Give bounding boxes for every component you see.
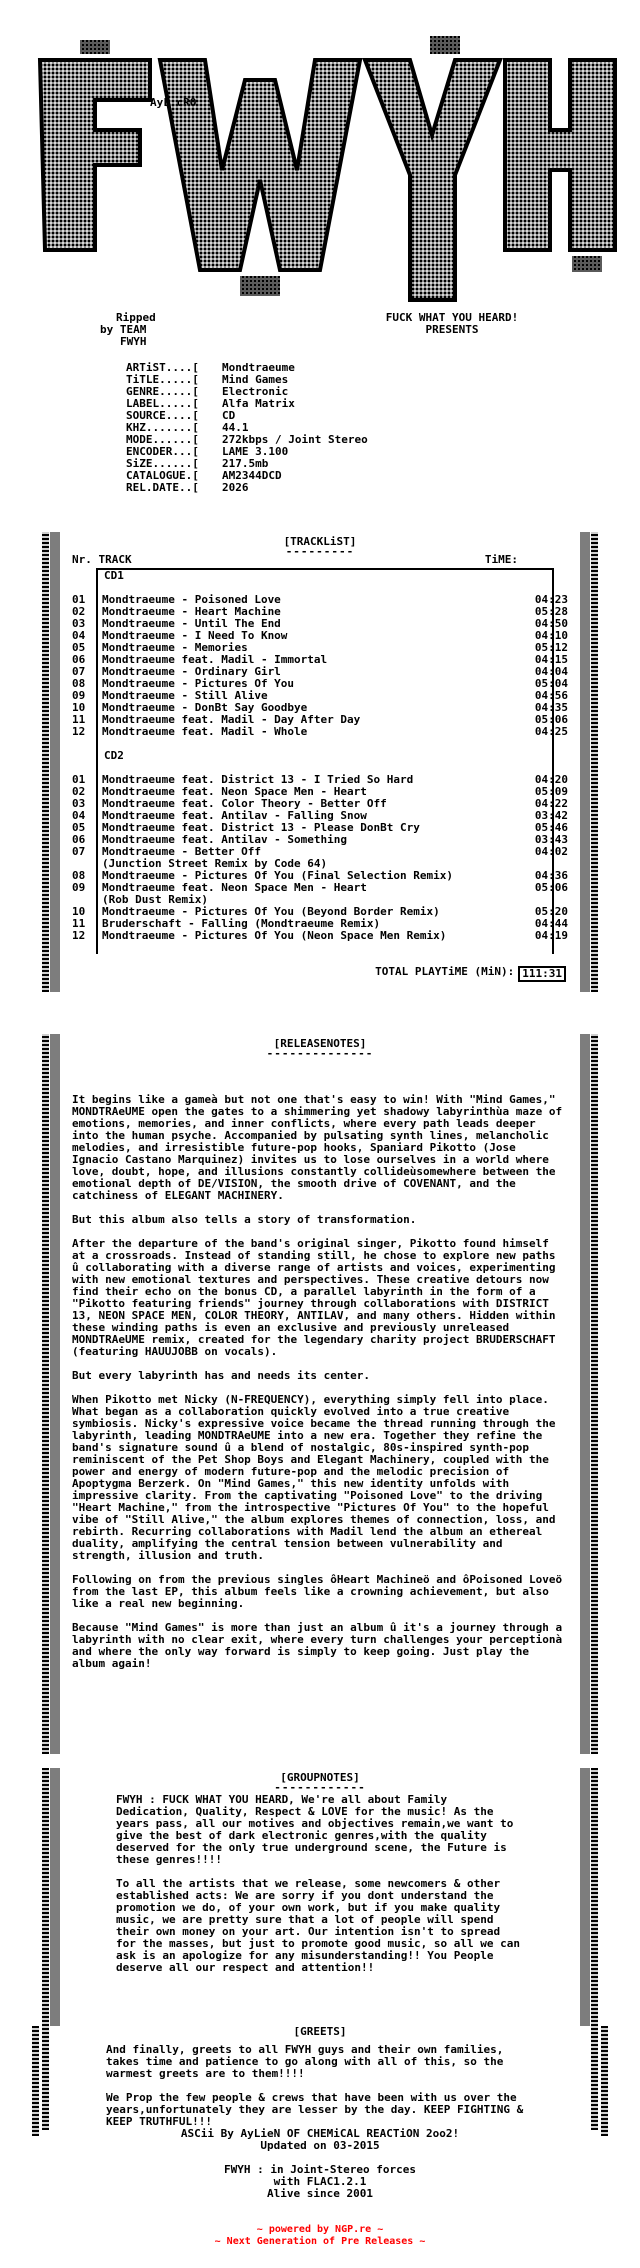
track-time: 04:36 — [534, 869, 568, 882]
track-number: 09 — [72, 881, 86, 894]
track-title: Mondtraeume - Ordinary Girl — [102, 665, 281, 678]
track-time: 04:15 — [534, 653, 568, 666]
track-time: 05:46 — [534, 821, 568, 834]
track-time: 04:44 — [534, 917, 568, 930]
track-time: 04:25 — [534, 725, 568, 738]
track-time: 03:42 — [534, 809, 568, 822]
track-time: 05:06 — [534, 713, 568, 726]
track-time: 05:09 — [534, 785, 568, 798]
track-title: (Junction Street Remix by Code 64) — [102, 857, 328, 870]
footer-line: Alive since 2001 — [267, 2187, 373, 2200]
track-number: 11 — [72, 917, 86, 930]
greets-paragraph: And finally, greets to all FWYH guys and their own families, takes time and patience to go along with all of this, so the warmest greets are to them!!!! — [106, 2043, 504, 2080]
release-notes-paragraph: Following on from the previous singles ôHeart Machineö and ôPoisoned Loveö from the last EP, this album feels like a crowning achievement, but also like a real new beginning. — [72, 1573, 563, 1610]
tracklist-column-headers — [72, 554, 568, 566]
track-title: Mondtraeume feat. District 13 - I Tried So Hard — [102, 773, 414, 786]
group-notes-underline: ------------ — [274, 1781, 366, 1794]
track-number: 09 — [72, 689, 86, 702]
track-number: 03 — [72, 797, 86, 810]
footer-line: FWYH : in Joint-Stereo forces — [223, 2163, 417, 2176]
release-notes-paragraph: Because "Mind Games" is more than just an album û it's a journey through a labyrinth with no clear exit, where every turn challenges your perceptionà and where the only way forward is simply to keep going. Just play the album again! — [72, 1621, 563, 1670]
group-notes-paragraph: To all the artists that we release, some newcomers & other established acts: We are sorry if you dont understand the promotion we do, of your own work, but if you make quality music, we are pretty sure that a lot of people will spend their own money on your art. Our intention isn't to spread for the masses, but just to promote good music, so all we can ask is an apologize for any misunderstanding!! You People deserve all our respect and attention!! — [116, 1877, 520, 1974]
track-title: Mondtraeume feat. Color Theory - Better Off — [102, 797, 387, 810]
track-time: 04:02 — [534, 845, 568, 858]
column-time: TiME: — [484, 553, 518, 566]
ngp-line: ~ Next Generation of Pre Releases ~ — [214, 2236, 426, 2247]
track-title: Mondtraeume - Pictures Of You (Beyond Border Remix) — [102, 905, 440, 918]
track-time: 05:04 — [534, 677, 568, 690]
info-key: ARTiST....[ — [126, 361, 199, 374]
info-value: 2026 — [222, 481, 249, 494]
ngp-footer — [0, 2224, 640, 2248]
track-title: Mondtraeume feat. Madil - Whole — [102, 725, 308, 738]
info-value: 272kbps / Joint Stereo — [222, 433, 368, 446]
info-value: Electronic — [222, 385, 289, 398]
release-notes-box — [50, 1034, 590, 1754]
info-value: LAME 3.100 — [222, 445, 289, 458]
track-number: 12 — [72, 725, 86, 738]
track-title: Bruderschaft - Falling (Mondtraeume Remix) — [102, 917, 381, 930]
track-title: Mondtraeume - Pictures Of You (Neon Space Men Remix) — [102, 929, 447, 942]
track-title: Mondtraeume feat. Antilav - Something — [102, 833, 348, 846]
track-time: 04:20 — [534, 773, 568, 786]
footer-line: ASCii By AyLieN OF CHEMiCAL REACTiON 2oo2! — [180, 2127, 460, 2140]
track-number: 12 — [72, 929, 86, 942]
info-key: SiZE......[ — [126, 457, 199, 470]
track-title: Mondtraeume - Pictures Of You — [102, 677, 295, 690]
track-title: Mondtraeume - Memories — [102, 641, 248, 654]
track-title: Mondtraeume - Poisoned Love — [102, 593, 281, 606]
track-number: 06 — [72, 833, 86, 846]
track-title: Mondtraeume - Until The End — [102, 617, 281, 630]
track-title: Mondtraeume - DonBt Say Goodbye — [102, 701, 308, 714]
ripped-by-block — [100, 312, 250, 348]
track-title: Mondtraeume - Heart Machine — [102, 605, 281, 618]
track-number: 02 — [72, 605, 86, 618]
total-playtime — [375, 966, 566, 982]
tracklist-heading: [TRACKLiST] — [283, 535, 357, 548]
track-number: 11 — [72, 713, 86, 726]
presents-line: PRESENTS — [425, 323, 479, 336]
info-value: Alfa Matrix — [222, 397, 295, 410]
group-notes-paragraph: FWYH : FUCK WHAT YOU HEARD, We're all about Family Dedication, Quality, Respect & LOVE for the music! As the years pass, all our motives and objectives remain,we want to give the best of dark electronic genres,with the quality deserved for the only true underground scene, the Future is these genres!!!! — [116, 1793, 514, 1866]
footer-line: Updated on 03-2015 — [260, 2139, 380, 2152]
ripped-line: FWYH — [120, 335, 147, 348]
group-notes-body — [116, 1794, 524, 1986]
track-time: 04:23 — [534, 593, 568, 606]
info-key: GENRE.....[ — [126, 385, 199, 398]
release-notes-body — [72, 1094, 568, 1682]
release-notes-underline: -------------- — [266, 1047, 374, 1060]
track-title: Mondtraeume feat. Madil - Day After Day — [102, 713, 361, 726]
greets-paragraph: We Prop the few people & crews that have been with us over the years,unfortunately they are lesser by the day. KEEP FIGHTING & KEEP TRUTHFUL!!! — [106, 2091, 524, 2128]
group-notes-heading: [GROUPNOTES] — [280, 1771, 360, 1784]
track-number: 07 — [72, 845, 86, 858]
release-notes-paragraph: When Pikotto met Nicky (N-FREQUENCY), everything simply fell into place. What began as a collaboration quickly evolved into a true creative symbiosis. Nicky's expressive voice became the thread running through the labyrinth, leading MONDTRAeUME into a new era. Together they refine the band's signature sound û a blend of nostalgic, 80s-inspired synth-pop reminiscent of the Pet Shop Boys and Elegant Machinery, coupled with the power and energy of modern future-pop and the melodic precision of Apoptygma Berzerk. On "Mind Games," this new identity unfolds with impressive clarity. From the captivating "Poisoned Love" to the driving "Heart Machine," from the introspective "Pictures Of You" to the hopeful vibe of "Still Alive," the album explores themes of connection, loss, and rebirth. Recurring collaborations with Madil lend the album an ethereal duality, amplifying the central tension between vulnerability and strength, illusion and truth. — [72, 1393, 556, 1562]
track-number: 08 — [72, 869, 86, 882]
track-number: 10 — [72, 905, 86, 918]
info-value: Mind Games — [222, 373, 289, 386]
track-time: 04:04 — [534, 665, 568, 678]
tracklist-box — [50, 532, 590, 992]
info-key: REL.DATE..[ — [126, 481, 199, 494]
release-notes-heading: [RELEASENOTES] — [273, 1037, 367, 1050]
greets-body — [106, 2044, 534, 2140]
track-title: Mondtraeume - Still Alive — [102, 689, 268, 702]
presents-block — [332, 312, 572, 336]
track-number: 05 — [72, 641, 86, 654]
track-title: Mondtraeume feat. Neon Space Men - Heart — [102, 881, 367, 894]
release-info — [126, 362, 368, 494]
track-time: 04:10 — [534, 629, 568, 642]
track-time: 05:06 — [534, 881, 568, 894]
track-number: 05 — [72, 821, 86, 834]
info-key: LABEL.....[ — [126, 397, 199, 410]
info-key: SOURCE....[ — [126, 409, 199, 422]
track-number: 01 — [72, 593, 86, 606]
info-key: ENCODER...[ — [126, 445, 199, 458]
track-number: 04 — [72, 629, 86, 642]
track-time: 04:19 — [534, 929, 568, 942]
cd1-label: CD1 — [104, 569, 124, 582]
presents-line: FUCK WHAT YOU HEARD! — [385, 311, 519, 324]
track-title: Mondtraeume feat. Antilav - Falling Snow — [102, 809, 367, 822]
info-value: AM2344DCD — [222, 469, 282, 482]
track-title: Mondtraeume feat. District 13 - Please DonBt Cry — [102, 821, 420, 834]
footer-credits — [0, 2128, 640, 2200]
info-value: CD — [222, 409, 236, 422]
track-title: Mondtraeume feat. Madil - Immortal — [102, 653, 328, 666]
ngp-line: ~ powered by NGP.re ~ — [256, 2224, 384, 2235]
track-time: 04:50 — [534, 617, 568, 630]
info-key: KHZ.......[ — [126, 421, 199, 434]
total-playtime-value: 111:31 — [518, 966, 566, 982]
info-row — [126, 482, 368, 494]
release-notes-paragraph: It begins like a gameà but not one that's easy to win! With "Mind Games," MONDTRAeUME open the gates to a shimmering yet shadowy labyrinthùa maze of emotions, memories, and inner conflicts, where every path leads deeper into the human psyche. Accompanied by pulsating synth lines, melancholic melodies, and irresistible future-pop hooks, Spaniard Pikotto (Jose Ignacio Castano Marquinez) invites us to lose ourselves in a world where love, doubt, hope, and illusions constantly collideùsomewhere between the emotional depth of DE/VISION, the smooth drive of COVENANT, and the catchiness of ELEGANT MACHINERY. — [72, 1093, 563, 1202]
info-key: TiTLE.....[ — [126, 373, 199, 386]
track-time: 04:56 — [534, 689, 568, 702]
info-value: 44.1 — [222, 421, 249, 434]
cd2-label: CD2 — [104, 749, 124, 762]
track-number: 03 — [72, 617, 86, 630]
total-playtime-label: TOTAL PLAYTiME (MiN): — [375, 965, 515, 978]
track-number: 06 — [72, 653, 86, 666]
track-number: 04 — [72, 809, 86, 822]
info-key: CATALOGUE.[ — [126, 469, 199, 482]
logo-author-tag: AyL.cRO — [150, 96, 197, 109]
release-notes-paragraph: After the departure of the band's original singer, Pikotto found himself at a crossroads. Instead of standing still, he chose to explore new paths û collaborating with a diverse range of artists and voices, experimenting with new emotional textures and perspectives. These creative detours now find their echo on the bonus CD, a parallel labyrinth in the form of a "Pikotto featuring friends" journey through collaborations with DISTRICT 13, NEON SPACE MEN, COLOR THEORY, ANTILAV, and many others. Hidden within these winding paths is even an exclusive and previously unreleased MONDTRAeUME remix, created for the legendary charity project BRUDERSCHAFT (featuring HAUUJOBB on vocals). — [72, 1237, 556, 1358]
info-key: MODE......[ — [126, 433, 199, 446]
track-number: 02 — [72, 785, 86, 798]
info-value: 217.5mb — [222, 457, 269, 470]
track-row — [72, 726, 568, 738]
track-time: 05:20 — [534, 905, 568, 918]
track-number: 07 — [72, 665, 86, 678]
release-notes-paragraph: But every labyrinth has and needs its center. — [72, 1369, 371, 1382]
track-title: Mondtraeume - Pictures Of You (Final Selection Remix) — [102, 869, 453, 882]
fwyh-logo-art — [0, 0, 640, 320]
track-time: 05:12 — [534, 641, 568, 654]
track-time: 04:35 — [534, 701, 568, 714]
track-time: 04:22 — [534, 797, 568, 810]
greets-heading: [GREETS] — [293, 2025, 347, 2038]
track-time: 05:28 — [534, 605, 568, 618]
ripped-line: by TEAM — [100, 323, 147, 336]
track-row — [72, 930, 568, 942]
track-title: Mondtraeume - I Need To Know — [102, 629, 288, 642]
track-time: 03:43 — [534, 833, 568, 846]
track-title: Mondtraeume feat. Neon Space Men - Heart — [102, 785, 367, 798]
greets-box — [50, 2026, 590, 2136]
release-notes-paragraph: But this album also tells a story of transformation. — [72, 1213, 417, 1226]
tracklist-heading-underline: --------- — [285, 545, 355, 558]
fwyh-ascii-logo — [0, 0, 640, 320]
track-number: 01 — [72, 773, 86, 786]
ripped-line: Ripped — [116, 311, 156, 324]
info-value: Mondtraeume — [222, 361, 295, 374]
track-title: Mondtraeume - Better Off — [102, 845, 261, 858]
track-number: 08 — [72, 677, 86, 690]
footer-line: with FLAC1.2.1 — [273, 2175, 367, 2188]
track-number: 10 — [72, 701, 86, 714]
track-title: (Rob Dust Remix) — [102, 893, 208, 906]
column-nr-track: Nr. TRACK — [72, 553, 132, 566]
